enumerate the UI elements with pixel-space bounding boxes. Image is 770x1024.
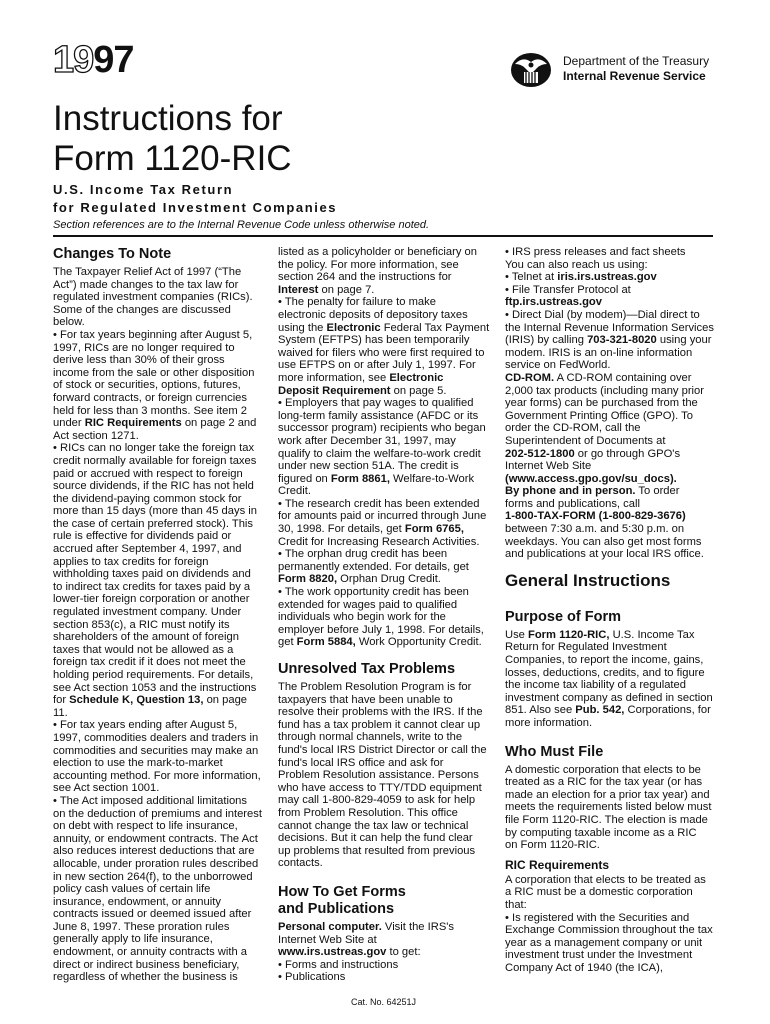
text-line: 30, 1998. For details, get Form 6765, (278, 523, 464, 536)
text-line: taxes that would not be allowed as a (53, 643, 234, 656)
text-line: cannot change the tax law or technical (278, 819, 469, 832)
text-line: • For tax years ending after August 5, (53, 719, 238, 732)
text-line: Use Form 1120-RIC, U.S. Income Tax (505, 628, 695, 641)
text-line: from Problem Resolution. This office (278, 806, 458, 819)
text-line: file Form 1120-RIC. The election is made (505, 813, 708, 826)
text-line: treated as a RIC for the tax year (or has (505, 776, 703, 789)
text-line: may call 1-800-829-4059 to ask for help (278, 794, 476, 807)
text-line: foreign tax credit if it does not meet the (53, 656, 246, 669)
text-line: • RICs can no longer take the foreign tax (53, 442, 255, 455)
agency-name: Department of the Treasury Internal Revenue Service (563, 54, 710, 83)
text-line: on Form 1120-RIC. (505, 839, 600, 852)
text-line: Form 8820, Orphan Drug Credit. (278, 573, 441, 586)
text-line: • Direct Dial (by modem)—Dial direct to (505, 308, 700, 321)
text-line: section 853(c), a RIC must notify its (53, 618, 230, 631)
text-line: • Forms and instructions (278, 958, 399, 971)
text-line: resolve their problems with the IRS. If the (278, 706, 483, 719)
text-line: get Form 5884, Work Opportunity Credit. (278, 636, 482, 649)
text-line: below. (53, 316, 85, 329)
text-line: holding period requirements. For details, (53, 669, 254, 681)
intro-note: Section references are to the Internal Revenue Code unless otherwise noted. (53, 219, 430, 231)
text-line: who have access to TTY/TDD equipment (278, 781, 482, 794)
text-line: June 8, 1997. These proration rules (53, 920, 230, 933)
text-line: regardless of whether the business is (53, 971, 238, 984)
text-line: contracts issued or deemed issued after (53, 908, 252, 921)
text-line: service on FedWorld. (505, 359, 611, 372)
text-line: regulated investment company. Under (53, 606, 242, 619)
column-3 (505, 246, 720, 975)
column-2 (278, 246, 494, 984)
text-line: • The orphan drug credit has been (278, 548, 448, 561)
text-line: insurance, endowment, or annuity (53, 895, 221, 908)
text-line: 2,000 tax products (including many prior (505, 384, 704, 397)
text-line: 851. Also see Pub. 542, Corporations, for (505, 704, 711, 717)
column-1 (53, 246, 266, 984)
text-line: • Is registered with the Securities and (505, 911, 690, 924)
text-line: income from the sale or other disposition (53, 366, 255, 379)
text-line: contacts. (278, 857, 323, 870)
text-line: of stock or securities, options, futures, (53, 379, 241, 392)
text-line: annuity, or endowment contracts. The Act (53, 832, 258, 845)
text-line: Act section 1271. (53, 429, 139, 442)
text-line: extended for wages paid to qualified (278, 598, 458, 611)
text-line: accrued after September 4, 1997, and (53, 543, 242, 556)
text-line: more information, see Electronic (278, 371, 444, 384)
text-line: forms and publications, call (505, 497, 640, 510)
text-line: on debt with respect to life insurance, (53, 820, 238, 833)
text-line: see Act section 1053 and the instructions (53, 681, 257, 694)
text-line: by computing taxable income as a RIC (505, 826, 697, 839)
header-divider (53, 235, 713, 237)
agency-block (509, 50, 739, 90)
text-line: rule is effective for dividends paid or (53, 530, 232, 543)
form-year: 1997 (53, 39, 134, 81)
text-line: 1997, commodities dealers and traders in (53, 731, 259, 744)
text-line: withholding taxes paid on dividends and (53, 568, 251, 581)
text-line: through normal channels, write to the (278, 731, 463, 744)
text-line: listed as a policyholder or beneficiary on (278, 246, 477, 258)
text-line: regulated investment companies (RICs). (53, 291, 253, 304)
text-line: election to use the mark-to-market (53, 757, 223, 770)
text-line: • Employers that pay wages to qualified (278, 397, 474, 410)
text-line: more than 15 days (more than 45 days in (53, 505, 257, 518)
text-line: accounting method. For more information, (53, 769, 261, 782)
text-line: • File Transfer Protocol at (505, 283, 631, 296)
text-line: taxpayers that have been unable to (278, 693, 453, 706)
text-line: • The Act imposed additional limitations (53, 794, 247, 807)
changes-text-continued (278, 246, 494, 649)
text-line: in new section 264(f), to the unborrowed (53, 870, 253, 883)
section-heading-forms-1: How To Get Forms (278, 883, 406, 900)
text-line: commodities and securities may make an (53, 744, 259, 757)
text-line: the income tax liability of a regulated (505, 679, 686, 692)
text-line: 1997, RICs are no longer required to (53, 341, 235, 354)
text-line: 1-800-TAX-FORM (1-800-829-3676) (505, 510, 686, 523)
text-line: figured on Form 8861, Welfare-to-Work (278, 472, 475, 485)
text-line: direct or indirect business beneficiary, (53, 958, 240, 971)
text-line: source dividends, if the RIC has not held (53, 480, 254, 493)
section-heading-general: General Instructions (505, 570, 671, 590)
text-line: ftp.irs.ustreas.gov (505, 296, 602, 309)
access-text (505, 246, 720, 561)
text-line: www.irs.ustreas.gov to get: (278, 946, 421, 959)
text-line: the Internal Revenue Information Services (505, 321, 714, 334)
document-subtitle: U.S. Income Tax Return for Regulated Investment Companies (53, 182, 338, 215)
text-line: the policy. For more information, see (278, 258, 459, 271)
text-line: on the deduction of premiums and interest (53, 807, 262, 820)
text-line: lower-tier foreign corporation or another (53, 593, 250, 606)
text-line: to indirect tax credits for taxes paid by a (53, 580, 251, 593)
text-line: individuals who begin work for the (278, 611, 446, 624)
section-heading-ric: RIC Requirements (505, 857, 610, 872)
text-line: also reduces interest deductions that are (53, 845, 255, 858)
text-line: year as a management company or unit (505, 936, 703, 949)
text-line: endowment, or annuity contracts with a (53, 946, 248, 959)
text-line: up problems that resulted from previous (278, 844, 476, 857)
text-line: permanently extended. For details, get (278, 560, 469, 573)
text-line: 202-512-1800 or go through GPO's (505, 447, 681, 460)
text-line: modem. IRIS is an on-line information (505, 346, 693, 359)
text-line: for amounts paid or incurred through June (278, 510, 487, 523)
text-line: using the Electronic Federal Tax Payment (278, 321, 490, 334)
text-line: investment trust under the Investment (505, 949, 693, 962)
text-line: Superintendent of Documents at (505, 434, 666, 447)
text-line: Exchange Commission throughout the tax (505, 924, 713, 937)
text-line: Return for Regulated Investment (505, 641, 667, 654)
text-line: weekdays. You can also get most forms (505, 535, 702, 548)
changes-text (53, 266, 266, 984)
text-line: The Taxpayer Relief Act of 1997 (“The (53, 266, 242, 278)
text-line: and publications at your local IRS office. (505, 548, 704, 561)
text-line: the case of certain preferred stock). This (53, 517, 254, 530)
section-heading-unresolved: Unresolved Tax Problems (278, 661, 456, 677)
text-line: section 264 and the instructions for (278, 271, 452, 284)
irs-eagle-logo-icon (509, 50, 553, 90)
text-line: • IRS press releases and fact sheets (505, 246, 686, 258)
text-line: that: (505, 898, 527, 911)
text-line: By phone and in person. To order (505, 485, 680, 498)
text-line: under RIC Requirements on page 2 and (53, 417, 257, 430)
text-line: shareholders of the amount of foreign (53, 631, 239, 644)
document-title: Instructions for Form 1120-RIC (53, 99, 292, 178)
ric-text (505, 874, 720, 975)
text-line: more information. (505, 717, 593, 729)
unresolved-text (278, 681, 494, 870)
text-line: for Schedule K, Question 13, on page (53, 694, 248, 707)
text-line: CD-ROM. A CD-ROM containing over (505, 371, 692, 384)
text-line: • The research credit has been extended (278, 497, 480, 510)
who-text (505, 764, 720, 852)
text-line: decisions. But it can help the fund clear (278, 832, 473, 845)
text-line: between 7:30 a.m. and 5:30 p.m. on (505, 523, 685, 536)
text-line: Act”) made changes to the tax law for (53, 278, 239, 291)
text-line: A domestic corporation that elects to be (505, 763, 701, 776)
text-line: Credit for Increasing Research Activities. (278, 535, 480, 548)
text-line: System (EFTPS) has been temporarily (278, 334, 470, 347)
text-line: Interest on page 7. (278, 283, 375, 296)
text-line: see Act section 1001. (53, 782, 160, 795)
text-line: Internet Web Site at (278, 933, 377, 946)
text-line: the dividend-paying common stock for (53, 492, 242, 505)
text-line: 11. (53, 706, 68, 719)
text-line: qualify to claim the welfare-to-work credit (278, 447, 481, 460)
text-line: (www.access.gpo.gov/su_docs). (505, 472, 677, 485)
text-line: under new section 51A. The credit is (278, 460, 459, 473)
text-line: Some of the changes are discussed (53, 303, 231, 316)
text-line: applies to tax credits for foreign (53, 555, 209, 568)
text-line: waived for filers who were first required to (278, 346, 485, 359)
section-heading-forms-2: and Publications (278, 900, 395, 917)
text-line: Government Printing Office (GPO). To (505, 409, 693, 422)
text-line: Companies, to report the income, gains, (505, 654, 704, 667)
text-line: Deposit Requirement on page 5. (278, 384, 447, 397)
text-line: investment company as defined in section (505, 691, 713, 704)
text-line: credit normally available for foreign taxes (53, 454, 257, 467)
forms-text (278, 921, 494, 984)
text-line: You can also reach us using: (505, 258, 648, 271)
text-line: Personal computer. Visit the IRS's (278, 920, 455, 933)
text-line: fund has a tax problem it cannot clear up (278, 718, 481, 731)
text-line: fund's local IRS District Director or call the (278, 743, 487, 756)
section-heading-who: Who Must File (505, 743, 604, 760)
text-line: Internet Web Site (505, 460, 592, 473)
text-line: forward contracts, or foreign currencies (53, 391, 247, 404)
text-line: policy cash values of certain life (53, 883, 211, 896)
text-line: • For tax years beginning after August 5, (53, 328, 253, 341)
text-line: long-term family assistance (AFDC or its (278, 409, 479, 422)
text-line: fund's local IRS office and ask for (278, 756, 444, 769)
text-line: • The penalty for failure to make (278, 296, 436, 309)
text-line: • Telnet at iris.irs.ustreas.gov (505, 271, 657, 284)
text-line: losses, deductions, credits, and to figure (505, 666, 705, 679)
text-line: The Problem Resolution Program is for (278, 681, 472, 693)
text-line: meets the requirements listed below must (505, 801, 712, 814)
text-line: use EFTPS on or after July 1, 1997. For (278, 359, 476, 372)
catalog-number: Cat. No. 64251J (351, 997, 417, 1007)
text-line: allocable, under proration rules described (53, 857, 259, 870)
text-line: made an election for a prior tax year) and (505, 788, 710, 801)
text-line: A corporation that elects to be treated as (505, 873, 706, 886)
text-line: successor program) recipients who began (278, 422, 486, 435)
text-line: electronic deposits of depository taxes (278, 308, 468, 321)
text-line: paid or accrued with respect to foreign (53, 467, 243, 480)
text-line: order the CD-ROM, call the (505, 422, 641, 435)
text-line: • The work opportunity credit has been (278, 586, 469, 599)
text-line: Problem Resolution assistance. Persons (278, 769, 479, 782)
text-line: year forms) can be purchased from the (505, 397, 698, 410)
text-line: Company Act of 1940 (the ICA), (505, 961, 663, 974)
text-line: held for less than 3 months. See item 2 (53, 404, 248, 417)
text-line: employer before July 1, 1998. For details, (278, 623, 484, 636)
text-line: • Publications (278, 971, 346, 984)
text-line: work after December 31, 1997, may (278, 434, 456, 447)
text-line: derive less than 30% of their gross (53, 354, 225, 367)
section-heading-purpose: Purpose of Form (505, 608, 622, 625)
text-line: a RIC must be a domestic corporation (505, 886, 693, 899)
purpose-text (505, 629, 720, 730)
section-heading-changes: Changes To Note (53, 246, 172, 262)
text-line: (IRIS) by calling 703-321-8020 using your (505, 334, 712, 347)
text-line: Credit. (278, 485, 311, 498)
text-line: generally apply to life insurance, (53, 933, 213, 946)
